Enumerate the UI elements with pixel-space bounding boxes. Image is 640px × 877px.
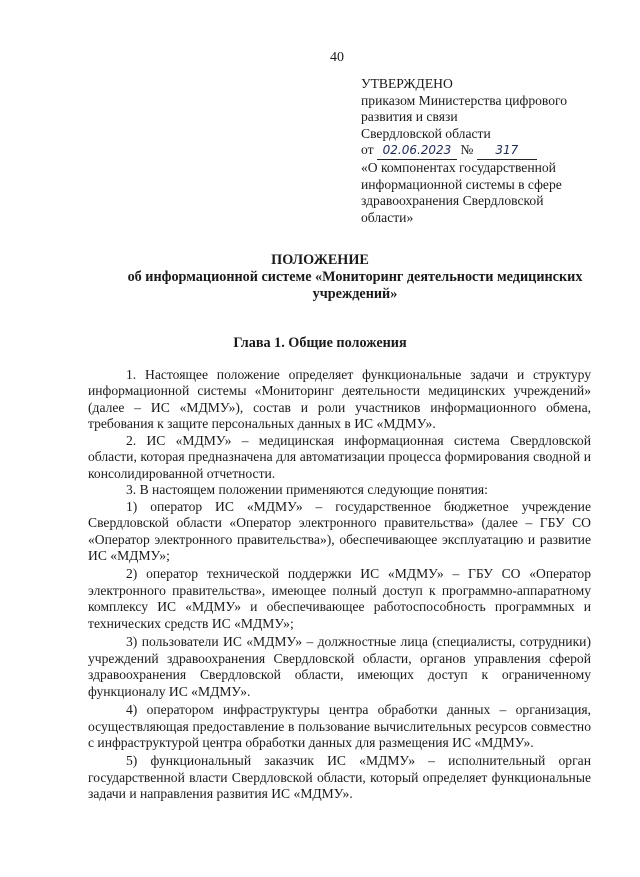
document-title: ПОЛОЖЕНИЕ: [271, 252, 369, 268]
approval-date-row: [361, 142, 611, 160]
date-prefix: от: [361, 142, 374, 158]
paragraph: 3. В настоящем положении применяются следующие понятия:: [126, 482, 488, 498]
order-title-line: здравоохранения Свердловской: [361, 193, 544, 209]
document-body: [88, 367, 591, 803]
paragraph: 4) оператором инфраструктуры центра обработки данных – организация, осуществляющая предоставление в пользование вычислительных ресурсов совместно с инфраструктурой центра обработки данных для размещения ИС «МДМУ».: [88, 702, 591, 750]
order-title-line: области»: [361, 209, 414, 225]
approval-line: Свердловской области: [361, 125, 491, 141]
approval-heading: УТВЕРЖДЕНО: [361, 76, 453, 91]
page-number: 40: [330, 50, 344, 65]
approval-block: [361, 76, 611, 226]
chapter-title: Глава 1. Общие положения: [233, 335, 407, 351]
paragraph: 2) оператор технической поддержки ИС «МДМУ» – ГБУ СО «Оператор электронного правительства», имеющее полный доступ к программно-аппаратному комплексу ИС «МДМУ» и обеспечивающее работоспособность программных и технических средств ИС «МДМУ»;: [88, 566, 591, 631]
approval-line: приказом Министерства цифрового: [361, 92, 568, 108]
paragraph: 5) функциональный заказчик ИС «МДМУ» – исполнительный орган государственной власти Свердловской области, который определяет функциональные задачи и направления развития ИС «МДМУ».: [88, 753, 591, 802]
handwritten-number: 317: [477, 142, 537, 160]
handwritten-date: 02.06.2023: [377, 142, 457, 160]
approval-line: развития и связи: [361, 109, 458, 125]
number-prefix: №: [460, 142, 474, 158]
paragraph: 1) оператор ИС «МДМУ» – государственное бюджетное учреждение Свердловской области «Оператор электронного правительства» (далее – ГБУ СО «Оператор электронного правительства»), обеспечивающее эксплуатацию и развитие ИС «МДМУ»;: [88, 498, 591, 563]
paragraph: 1. Настоящее положение определяет функциональные задачи и структуру информационной системы «Мониторинг деятельности медицинских учреждений» (далее – ИС «МДМУ»), состав и роли участников информационного обмена, требования к защите персональных данных в ИС «МДМУ».: [88, 367, 591, 432]
order-title-line: «О компонентах государственной: [361, 159, 556, 175]
paragraph: 3) пользователи ИС «МДМУ» – должностные лица (специалисты, сотрудники) учреждений здравоохранения Свердловской области, органов управления сферой здравоохранения Свердловской области, имеющих доступ к ограниченному функционалу ИС «МДМУ».: [88, 634, 591, 699]
order-title-line: информационной системы в сфере: [361, 176, 562, 192]
paragraph: 2. ИС «МДМУ» – медицинская информационная система Свердловской области, которая предназначена для автоматизации процесса формирования сводной и консолидированной отчетности.: [88, 432, 591, 481]
document-subtitle: об информационной системе «Мониторинг деятельности медицинских учреждений»: [127, 269, 583, 302]
